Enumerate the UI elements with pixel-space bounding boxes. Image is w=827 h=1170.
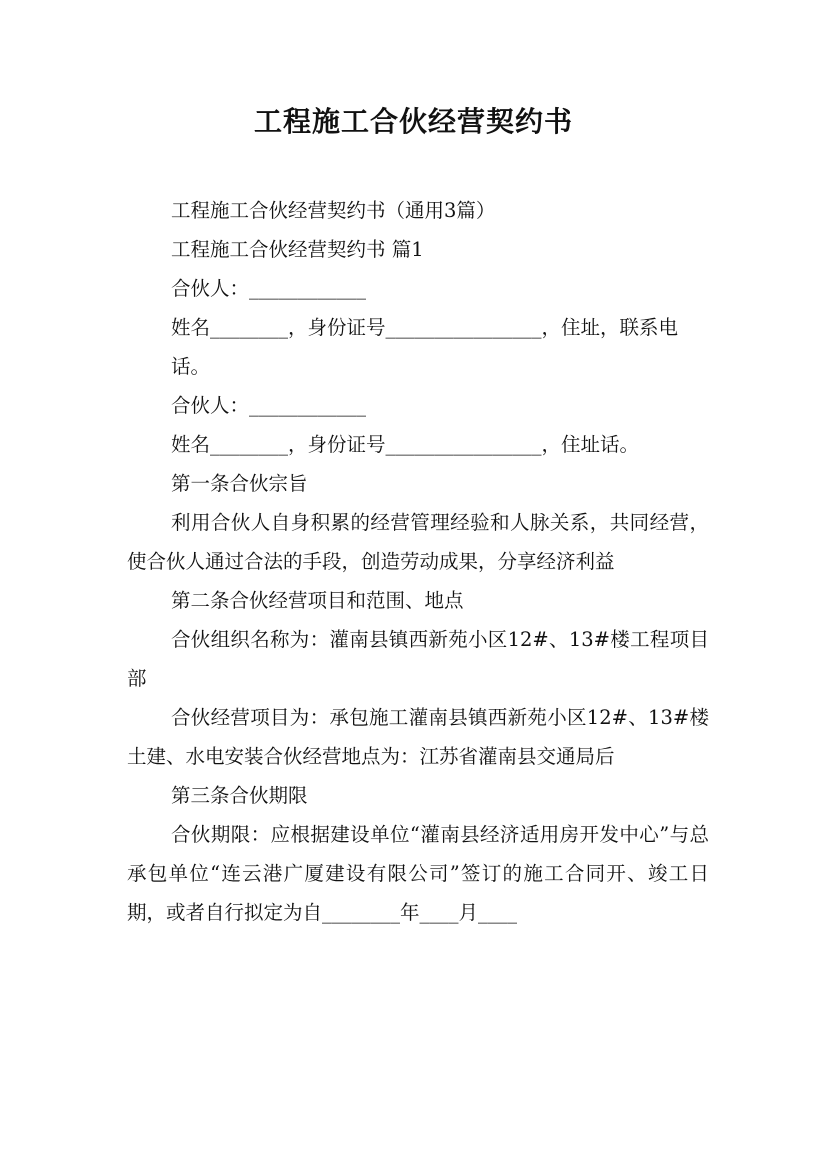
section-heading: 第二条合伙经营项目和范围、地点 [171,589,464,612]
paragraph: 工程施工合伙经营契约书 篇1 [171,238,424,261]
paragraph: 姓名________，身份证号________________，住址，联系电 [171,316,679,339]
section-heading: 第一条合伙宗旨 [171,472,308,495]
document-title: 工程施工合伙经营契约书 [253,105,573,138]
document-body [127,191,709,932]
paragraph: 合伙期限：应根据建设单位“灌南县经济适用房开发中心”与总承包单位“连云港广厦建设有限公司”签订的施工合同开、竣工日期，或者自行拟定为自________年____月____ [127,823,709,924]
paragraph: 合伙经营项目为：承包施工灌南县镇西新苑小区12#、13#楼土建、水电安装合伙经营地点为：江苏省灌南县交通局后 [127,706,709,768]
section-heading: 第三条合伙期限 [171,784,308,807]
paragraph: 合伙人：____________ [171,394,367,417]
paragraph: 工程施工合伙经营契约书（通用3篇） [171,199,496,222]
paragraph: 姓名________，身份证号________________，住址话。 [171,433,640,456]
paragraph: 合伙组织名称为：灌南县镇西新苑小区12#、13#楼工程项目部 [127,628,709,690]
paragraph: 利用合伙人自身积累的经营管理经验和人脉关系，共同经营，使合伙人通过合法的手段，创造劳动成果，分享经济利益 [127,511,709,573]
paragraph: 合伙人：____________ [171,277,367,300]
paragraph: 话。 [171,355,211,378]
